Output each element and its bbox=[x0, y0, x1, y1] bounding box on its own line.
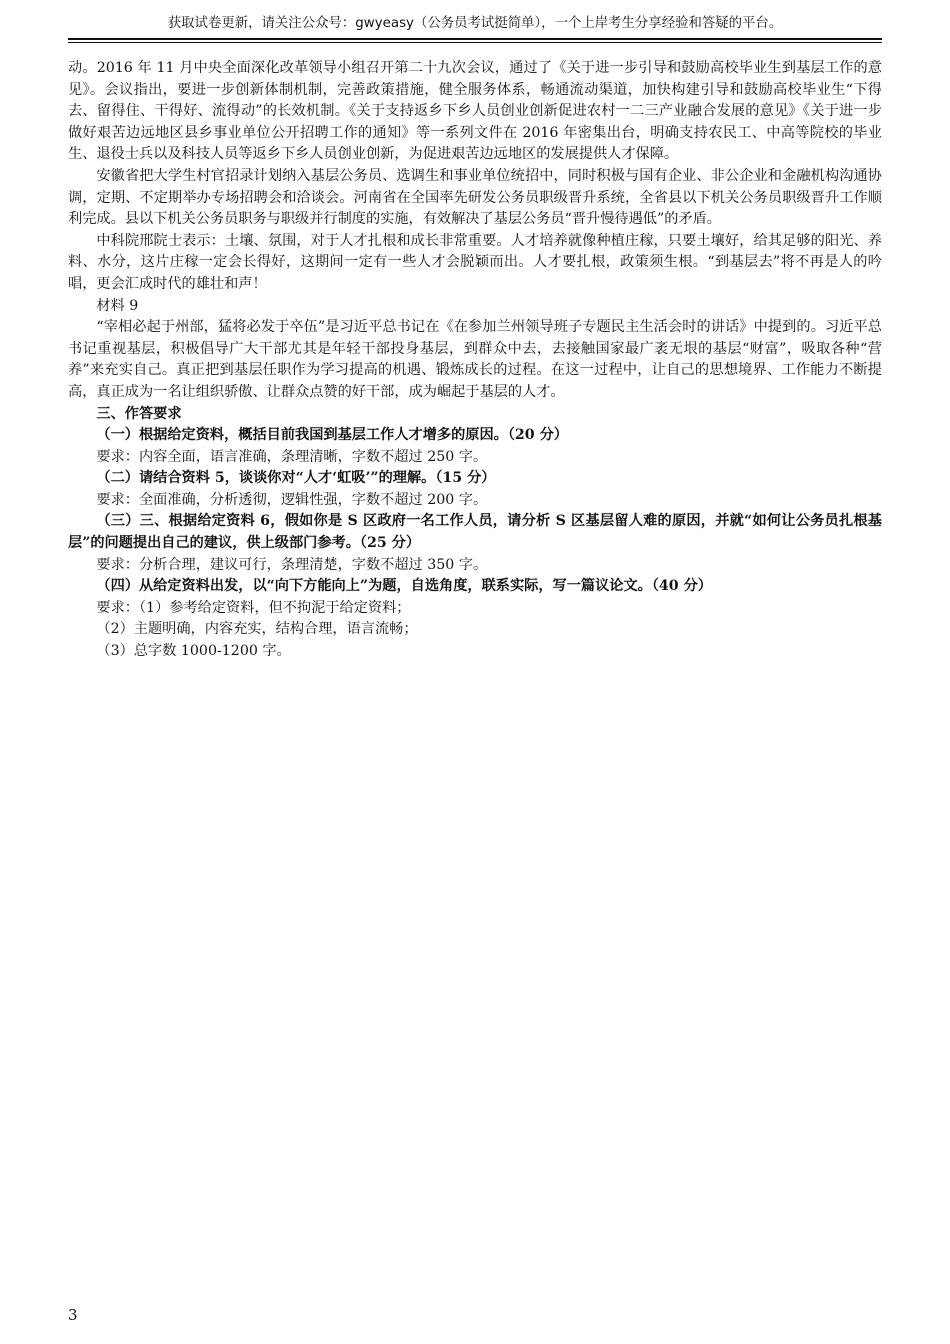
paragraph-anhui: 安徽省把大学生村官招录计划纳入基层公务员、选调生和事业单位统招中，同时积极与国有企业、非公企业和金融机构沟通协调，定期、不定期举办专场招聘会和洽谈会。河南省在全国率先研发公务员职级晋升系统，全省县以下机关公务员职级晋升工作顺利完成。县以下机关公务员职务与职级并行制度的实施，有效解决了基层公务员“晋升慢待遇低”的矛盾。 bbox=[68, 167, 882, 228]
document-body bbox=[68, 58, 882, 663]
paragraph-continued: 动。2016 年 11 月中央全面深化改革领导小组召开第二十九次会议，通过了《关于进一步引导和鼓励高校毕业生到基层工作的意见》。会议指出，要进一步创新体制机制，完善政策措施，健全服务体系，畅通流动渠道，加快构建引导和鼓励高校毕业生“下得去、留得住、干得好、流得动”的长效机制。《关于支持返乡下乡人员创业创新促进农村一二三产业融合发展的意见》《关于进一步做好艰苦边远地区县乡事业单位公开招聘工作的通知》等一系列文件在 2016 年密集出台，明确支持农民工、中高等院校的毕业生、退役士兵以及科技人员等返乡下乡人员创业创新，为促进艰苦边远地区的发展提供人才保障。 bbox=[68, 60, 882, 163]
question-4-requirement-2: （2）主题明确，内容充实，结构合理，语言流畅； bbox=[96, 621, 418, 638]
material-9-heading: 材料 9 bbox=[96, 297, 139, 314]
question-4: （四）从给定资料出发，以“向下方能向上”为题，自选角度，联系实际，写一篇议论文。（40 分） bbox=[96, 578, 712, 595]
page-number: 3 bbox=[68, 1306, 78, 1324]
question-3-requirement: 要求：分析合理，建议可行，条理清楚，字数不超过 350 字。 bbox=[96, 556, 488, 573]
question-3: （三）三、根据给定资料 6，假如你是 S 区政府一名工作人员，请分析 S 区基层留人难的原因，并就“如何让公务员扎根基层”的问题提出自己的建议，供上级部门参考。（25 分） bbox=[68, 513, 882, 552]
question-2: （二）请结合资料 5，谈谈你对“人才‘虹吸’”的理解。（15 分） bbox=[96, 470, 496, 487]
question-4-requirement-1: 要求：（1）参考给定资料，但不拘泥于给定资料； bbox=[96, 599, 411, 616]
question-4-requirement-3: （3）总字数 1000-1200 字。 bbox=[96, 643, 291, 660]
section-heading-requirements: 三、作答要求 bbox=[96, 405, 182, 422]
page-header: 获取试卷更新，请关注公众号：gwyeasy（公务员考试挺简单），一个上岸考生分享经验和答疑的平台。 bbox=[167, 16, 783, 31]
question-1: （一）根据给定资料，概括目前我国到基层工作人才增多的原因。（20 分） bbox=[96, 427, 568, 444]
paragraph-material-9: “宰相必起于州部，猛将必发于卒伍”是习近平总书记在《在参加兰州领导班子专题民主生活会时的讲话》中提到的。习近平总书记重视基层，积极倡导广大干部尤其是年轻干部投身基层，到群众中去，去接触国家最广袤无垠的基层“财富”，吸取各种“营养”来充实自己。真正把到基层任职作为学习提高的机遇、锻炼成长的过程。在这一过程中，让自己的思想境界、工作能力不断提高，真正成为一名让组织骄傲、让群众点赞的好干部，成为崛起于基层的人才。 bbox=[68, 319, 882, 400]
paragraph-academician: 中科院邢院士表示：土壤、氛围，对于人才扎根和成长非常重要。人才培养就像种植庄稼，只要土壤好，给其足够的阳光、养料、水分，这片庄稼一定会长得好，这期间一定有一些人才会脱颖而出。人才要扎根，政策须生根。“到基层去”将不再是人的吟唱，更会汇成时代的雄壮和声！ bbox=[68, 232, 882, 292]
header-rule-thin bbox=[68, 42, 882, 43]
question-1-requirement: 要求：内容全面，语言准确，条理清晰，字数不超过 250 字。 bbox=[96, 448, 488, 465]
header-rule bbox=[68, 38, 882, 40]
question-2-requirement: 要求：全面准确，分析透彻，逻辑性强，字数不超过 200 字。 bbox=[96, 491, 488, 508]
